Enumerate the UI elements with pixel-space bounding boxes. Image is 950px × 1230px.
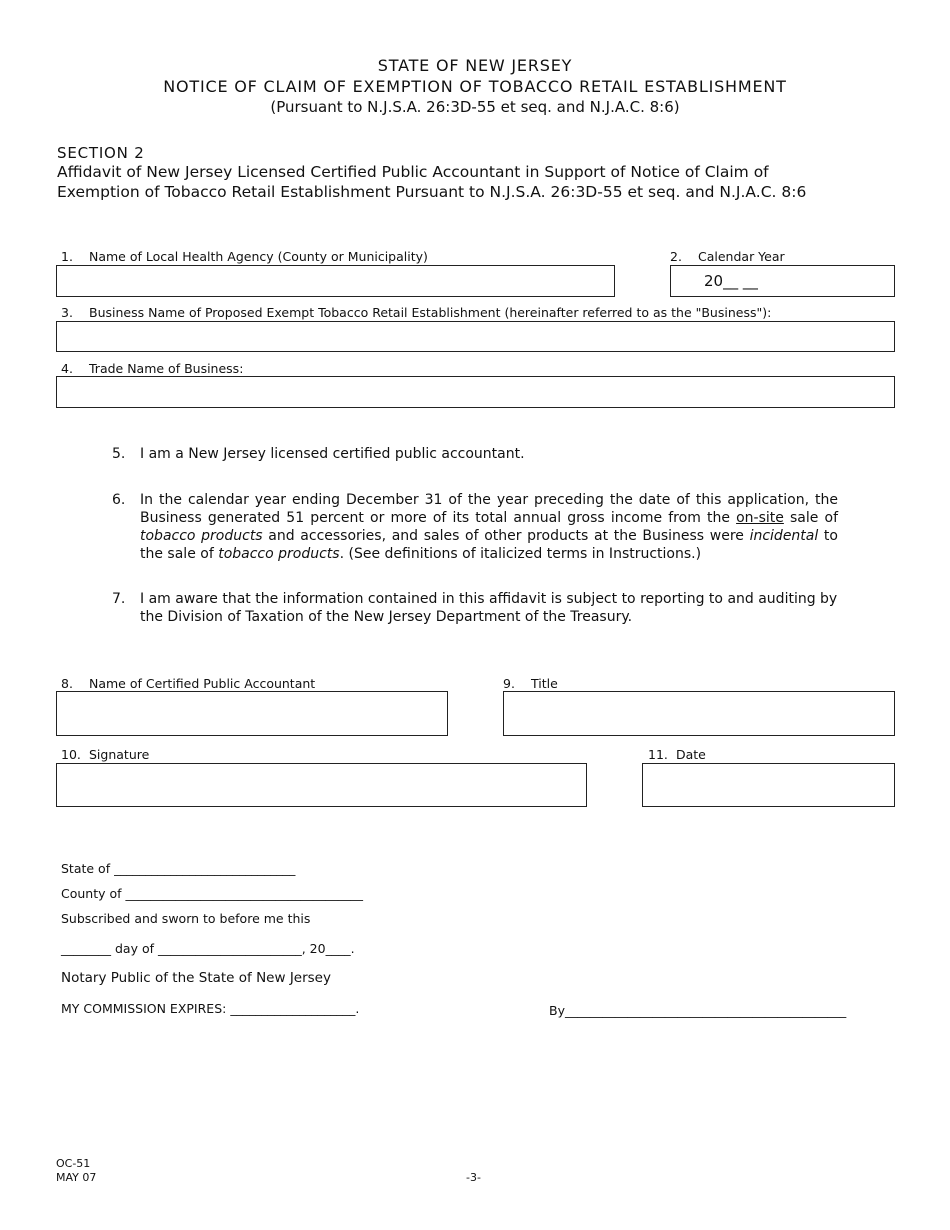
field-1-text: Name of Local Health Agency (County or Municipality)	[89, 249, 428, 264]
commission-expires-line[interactable]: MY COMMISSION EXPIRES: ____________________.	[61, 1001, 360, 1016]
on-site-term: on-site	[736, 510, 784, 526]
statement-6-part: . (See definitions of italicized terms in Instructions.)	[339, 546, 702, 562]
notary-signature-line[interactable]: By_____________________________________________	[549, 1003, 847, 1018]
field-11-text: Date	[676, 747, 706, 762]
statement-6-part: to the sale of	[140, 528, 838, 562]
field-3-number: 3.	[61, 305, 73, 320]
statement-6-part: In the calendar year ending December 31 of the year preceding the date of this application, the Business generated 51 percent or more of its total annual gross income from the	[140, 492, 838, 526]
section-description-line-2: Exemption of Tobacco Retail Establishment Pursuant to N.J.S.A. 26:3D-55 et seq. and N.J.A.C. 8:6	[57, 183, 807, 201]
field-9-label	[503, 676, 558, 691]
notary-county-line[interactable]: County of ______________________________________	[61, 886, 364, 901]
form-state-heading: STATE OF NEW JERSEY	[377, 56, 573, 75]
field-8-label	[61, 676, 315, 691]
page-number: -3-	[466, 1171, 481, 1184]
statement-7	[112, 590, 838, 626]
field-1-label	[61, 249, 428, 264]
field-8-text: Name of Certified Public Accountant	[89, 676, 316, 691]
notary-state-line[interactable]: State of _____________________________	[61, 861, 296, 876]
field-2-label	[670, 249, 785, 264]
statement-6-text	[140, 491, 838, 563]
field-4-text: Trade Name of Business:	[89, 361, 244, 376]
statement-6	[112, 491, 838, 563]
tobacco-products-term: tobacco products	[218, 546, 340, 562]
tobacco-products-term: tobacco products	[140, 528, 263, 544]
field-9-text: Title	[531, 676, 558, 691]
notary-public-text: Notary Public of the State of New Jersey	[61, 970, 331, 986]
business-name-input[interactable]	[56, 321, 895, 352]
field-11-label	[648, 747, 706, 762]
statement-7-number: 7.	[112, 591, 126, 607]
statement-6-part: sale of	[783, 510, 838, 526]
calendar-year-input[interactable]	[670, 265, 895, 297]
calendar-year-value: 20__ __	[704, 272, 758, 290]
form-revision-date: MAY 07	[56, 1171, 97, 1184]
field-10-text: Signature	[89, 747, 150, 762]
field-10-number: 10.	[61, 747, 81, 762]
field-4-label	[61, 361, 243, 376]
field-11-number: 11.	[648, 747, 668, 762]
field-4-number: 4.	[61, 361, 73, 376]
signature-input[interactable]	[56, 763, 587, 807]
statement-7-text: I am aware that the information contained in this affidavit is subject to reporting to and auditing by the Division of Taxation of the New Jersey Department of the Treasury.	[140, 591, 838, 625]
statement-6-part: and accessories, and sales of other products at the Business were	[262, 528, 750, 544]
statement-5-number: 5.	[112, 446, 126, 462]
form-id: OC-51	[56, 1157, 91, 1170]
incidental-term: incidental	[749, 528, 819, 544]
trade-name-input[interactable]	[56, 376, 895, 408]
section-description-line-1: Affidavit of New Jersey Licensed Certified Public Accountant in Support of Notice of Claim of	[57, 163, 769, 181]
title-input[interactable]	[503, 691, 895, 736]
section-title: SECTION 2	[57, 144, 145, 162]
statement-5-text: I am a New Jersey licensed certified public accountant.	[140, 446, 525, 462]
statement-6-number: 6.	[112, 492, 126, 508]
field-9-number: 9.	[503, 676, 515, 691]
field-3-text: Business Name of Proposed Exempt Tobacco Retail Establishment (hereinafter referred to as the "Business"):	[89, 305, 772, 320]
statement-5	[112, 445, 838, 463]
notary-subscribed-text: Subscribed and sworn to before me this	[61, 911, 311, 926]
field-2-text: Calendar Year	[698, 249, 785, 264]
date-input[interactable]	[642, 763, 895, 807]
field-2-number: 2.	[670, 249, 682, 264]
notary-day-line[interactable]: ________ day of _______________________, 20____.	[61, 941, 355, 956]
field-3-label	[61, 305, 771, 320]
field-1-number: 1.	[61, 249, 73, 264]
field-8-number: 8.	[61, 676, 73, 691]
form-statute: (Pursuant to N.J.S.A. 26:3D-55 et seq. and N.J.A.C. 8:6)	[270, 98, 680, 116]
cpa-name-input[interactable]	[56, 691, 448, 736]
local-health-agency-input[interactable]	[56, 265, 615, 297]
form-title: NOTICE OF CLAIM OF EXEMPTION OF TOBACCO RETAIL ESTABLISHMENT	[163, 77, 787, 96]
field-10-label	[61, 747, 149, 762]
